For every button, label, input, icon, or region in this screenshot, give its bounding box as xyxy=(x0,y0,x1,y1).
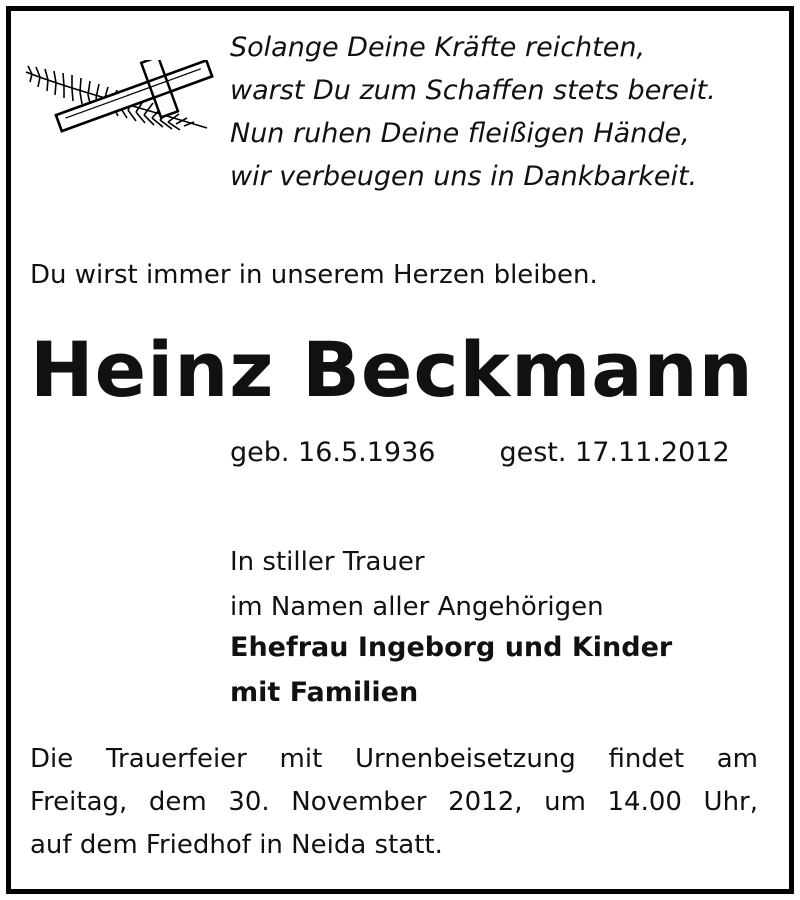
memorial-poem xyxy=(230,26,770,198)
poem-line: Nun ruhen Deine fleißigen Hände, xyxy=(230,118,690,149)
palm-frond-cross-icon xyxy=(22,60,222,140)
mourners-line: In stiller Trauer xyxy=(230,547,425,577)
birth-date: geb. 16.5.1936 xyxy=(230,437,436,468)
mourners-intro xyxy=(230,540,604,630)
remembrance-line: Du wirst immer in unserem Herzen bleiben. xyxy=(30,260,598,290)
life-dates xyxy=(230,437,730,468)
poem-line: Solange Deine Kräfte reichten, xyxy=(230,32,646,63)
family-line: Ehefrau Ingeborg und Kinder xyxy=(230,632,673,663)
funeral-notice xyxy=(30,738,758,867)
mourning-family xyxy=(230,625,672,715)
funeral-line: auf dem Friedhof in Neida statt. xyxy=(30,830,443,860)
poem-line: wir verbeugen uns in Dankbarkeit. xyxy=(230,161,698,192)
death-date: gest. 17.11.2012 xyxy=(499,437,730,468)
poem-line: warst Du zum Schaffen stets bereit. xyxy=(230,75,716,106)
mourners-line: im Namen aller Angehörigen xyxy=(230,592,604,622)
funeral-line: Die Trauerfeier mit Urnenbeisetzung findet am xyxy=(30,744,758,774)
funeral-line: Freitag, dem 30. November 2012, um 14.00 Uhr, xyxy=(30,787,758,817)
deceased-name: Heinz Beckmann xyxy=(30,325,754,414)
family-line: mit Familien xyxy=(230,677,419,708)
